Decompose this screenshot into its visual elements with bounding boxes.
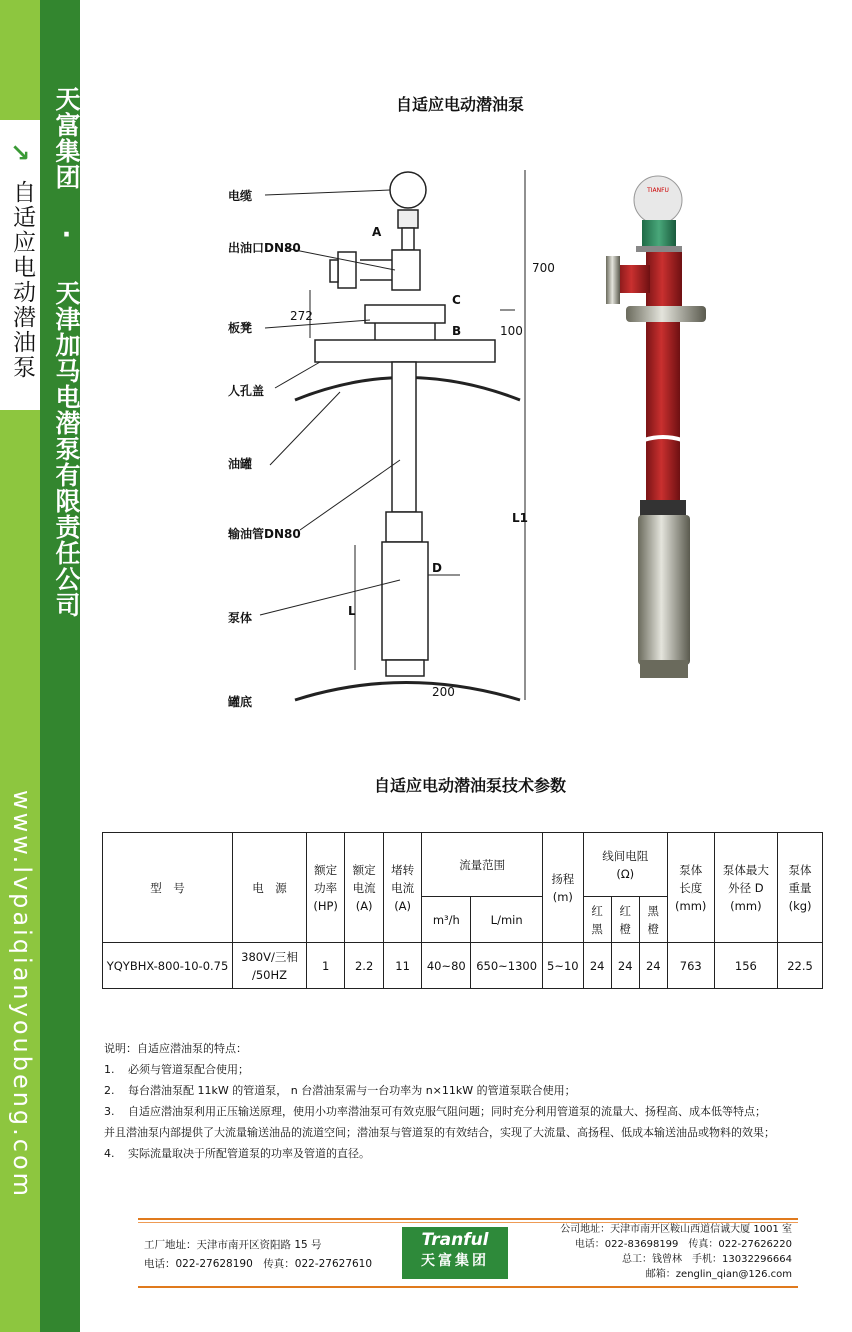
list-item: 并且潜油泵内部提供了大流量输送油品的流道空间；潜油泵与管道泵的有效结合，实现了大流量、高扬程、低成本输送油品或物料的效果； <box>104 1126 775 1139</box>
sidebar <box>0 0 80 1332</box>
notes <box>104 1038 844 1164</box>
email: 邮箱：zenglin_qian@126.com <box>645 1269 792 1280</box>
header-flow: 流量范围 <box>422 833 543 897</box>
cell-power-source: 380V/三相 /50HZ <box>233 943 307 989</box>
cell-length: 763 <box>667 943 714 989</box>
footer-top-line <box>138 1218 798 1220</box>
label-tank: 油罐 <box>228 457 253 471</box>
logo-cn: 天富集团 <box>421 1253 489 1269</box>
footer <box>138 1218 798 1298</box>
company-name: 天富集团 · 天津加马电潜泵有限责任公司 <box>52 86 81 618</box>
header-r-red-orange: 红 橙 <box>611 897 639 943</box>
side-title: 自适应电动潜油泵 <box>9 180 35 380</box>
header-r-black-orange: 黑 橙 <box>639 897 667 943</box>
cell-model: YQYBHX-800-10-0.75 <box>103 943 233 989</box>
factory-address: 工厂地址：天津市南开区资阳路 15 号 <box>144 1239 322 1251</box>
website-url: www.lvpaiqianyoubeng.com <box>8 790 36 1200</box>
label-plate: 板凳 <box>228 321 253 335</box>
list-item: 3. 自适应潜油泵利用正压输送原理，使用小功率潜油泵可有效克服气阻问题；同时充分利用管道泵的流量大、扬程高、成本低等特点； <box>104 1105 766 1118</box>
steel-pump-body <box>638 515 690 665</box>
tank-bottom-arc <box>295 683 520 701</box>
header-power-source: 电 源 <box>233 833 307 943</box>
outlet-flange <box>338 252 356 288</box>
table-row <box>103 943 823 989</box>
cell-r-red-black: 24 <box>583 943 611 989</box>
pump-photo <box>590 170 740 690</box>
list-item: 4. 实际流量取决于所配管道泵的功率及管道的直径。 <box>104 1147 370 1160</box>
cell-flow-m3: 40~80 <box>422 943 471 989</box>
dim-L1: L1 <box>512 511 528 525</box>
outlet-flange-photo <box>606 256 620 304</box>
label-bottom: 罐底 <box>228 695 253 709</box>
junction-box <box>634 176 682 224</box>
label-outlet: 出油口DN80 <box>228 241 301 255</box>
delivery-pipe <box>392 362 416 512</box>
header-model: 型 号 <box>103 833 233 943</box>
cell-r-red-orange: 24 <box>611 943 639 989</box>
mount-flange-photo <box>626 306 706 322</box>
factory-info <box>144 1236 372 1274</box>
list-item: 1. 必须与管道泵配合使用； <box>104 1063 249 1076</box>
cell-head: 5~10 <box>543 943 584 989</box>
logo-en: Tranful <box>421 1230 489 1250</box>
header-length: 泵体 长度 (mm) <box>667 833 714 943</box>
tranful-logo <box>402 1227 508 1279</box>
company-address: 公司地址：天津市南开区鞍山西道信诚大厦 1001 室 <box>560 1224 792 1235</box>
label-cable: 电缆 <box>228 189 253 203</box>
company-info <box>560 1222 792 1282</box>
installation-diagram <box>220 160 555 720</box>
label-pump: 泵体 <box>228 611 253 625</box>
cell-r-black-orange: 24 <box>639 943 667 989</box>
header-flow-m3: m³/h <box>422 897 471 943</box>
dim-A: A <box>372 225 382 239</box>
pump-body <box>382 542 428 660</box>
company-phone: 电话：022-83698199 传真：022-27626220 <box>574 1239 792 1250</box>
cell-weight: 22.5 <box>778 943 823 989</box>
junction-box-shape <box>390 172 426 208</box>
header-stall-current: 堵转 电流 (A) <box>383 833 421 943</box>
header-r-red-black: 红 黑 <box>583 897 611 943</box>
photo-tag: TIANFU <box>647 187 669 194</box>
dim-C: C <box>452 293 461 307</box>
header-head: 扬程 (m) <box>543 833 584 943</box>
plate-stand <box>365 305 445 323</box>
cell-diameter: 156 <box>714 943 777 989</box>
dim-272: 272 <box>290 309 313 323</box>
header-rated-current: 额定 电流 (A) <box>345 833 383 943</box>
dim-100: 100 <box>500 324 523 338</box>
label-manhole: 人孔盖 <box>228 384 265 398</box>
dim-L: L <box>348 604 356 618</box>
table-title: 自适应电动潜油泵技术参数 <box>373 776 566 795</box>
cell-stall-current: 11 <box>383 943 421 989</box>
head-neck <box>398 210 418 228</box>
cell-rated-current: 2.2 <box>345 943 383 989</box>
dim-D: D <box>432 561 442 575</box>
label-pipe: 输油管DN80 <box>228 527 301 541</box>
factory-phone: 电话：022-27628190 传真：022-27627610 <box>144 1258 373 1270</box>
header-diameter: 泵体最大 外径 D (mm) <box>714 833 777 943</box>
chief-engineer: 总工：钱曾林 手机：13032296664 <box>622 1254 792 1265</box>
header-resistance: 线间电阻 (Ω) <box>583 833 667 897</box>
dim-700: 700 <box>532 261 555 275</box>
header-rated-power: 额定 功率 (HP) <box>306 833 344 943</box>
list-item: 2. 每台潜油泵配 11kW 的管道泵， n 台潜油泵需与一台功率为 n×11kW 的管道泵联合使用； <box>104 1084 576 1097</box>
cell-flow-lmin: 650~1300 <box>471 943 543 989</box>
parameters-table <box>102 832 823 989</box>
page-title: 自适应电动潜油泵 <box>395 95 524 114</box>
header-weight: 泵体 重量 (kg) <box>778 833 823 943</box>
notes-heading: 说明：自适应潜油泵的特点： <box>104 1042 247 1055</box>
arrow-icon: ↘ <box>9 139 31 167</box>
manhole-flange <box>315 340 495 362</box>
dim-B: B <box>452 324 462 338</box>
dim-200: 200 <box>432 685 455 699</box>
cell-rated-power: 1 <box>306 943 344 989</box>
footer-bottom-line <box>138 1286 798 1288</box>
header-flow-lmin: L/min <box>471 897 543 943</box>
